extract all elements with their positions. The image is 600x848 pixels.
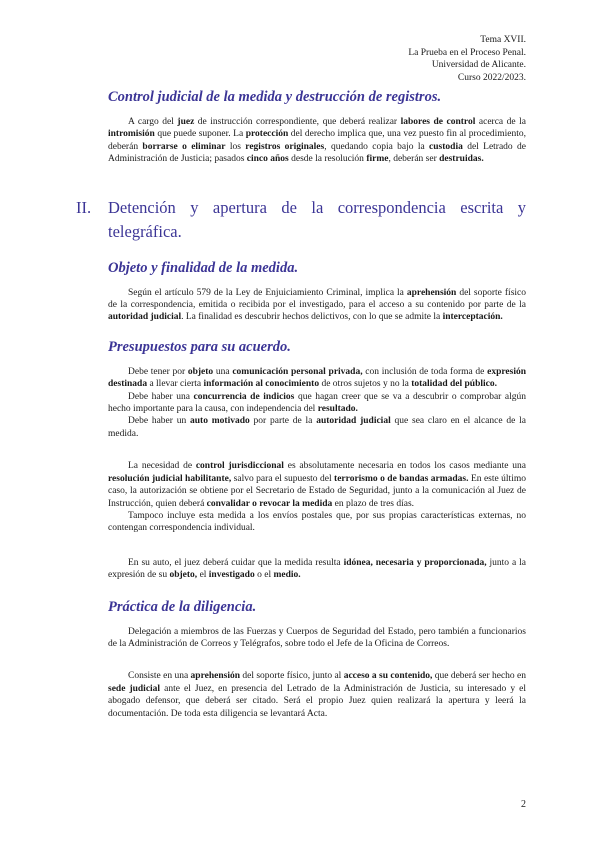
paragraph: Tampoco incluye esta medida a los envíos postales que, por sus propias características externas, no contengan correspondencia individual. xyxy=(108,510,526,534)
section-title-control-judicial: Control judicial de la medida y destrucción de registros. xyxy=(108,89,442,105)
paragraph: Debe haber un auto motivado por parte de la autoridad judicial que sea claro en el alcance de la medida. xyxy=(108,416,526,439)
paragraph: En su auto, el juez deberá cuidar que la medida resulta idónea, necesaria y proporcionada, junto a la expresión de su objeto, el investigado o el medio. xyxy=(108,557,526,581)
section-title-objeto: Objeto y finalidad de la medida. xyxy=(108,259,299,276)
section-title-presupuestos: Presupuestos para su acuerdo. xyxy=(108,338,291,355)
header-university: Universidad de Alicante. xyxy=(431,60,526,71)
paragraph: Debe tener por objeto una comunicación personal privada, con inclusión de toda forma de expresión destinada a llevar cierta información al conocimiento de otros sujetos y no la totalidad del público. xyxy=(108,366,527,390)
header-course: Curso 2022/2023. xyxy=(457,72,526,83)
chapter-heading xyxy=(76,196,526,244)
paragraph: Consiste en una aprehensión del soporte físico, junto al acceso a su contenido, que deberá ser hecho en sede judicial ante el Juez, en presencia del Letrado de la Administración de Justicia, su interesado y el abogado defensor, que deberá ser citado. Será el propio Juez quien realizará la apertura y leerá la documentación. De toda esta diligencia se levantará Acta. xyxy=(108,671,527,719)
paragraph: Según el artículo 579 de la Ley de Enjuiciamiento Criminal, implica la aprehensión del soporte físico de la correspondencia, emitida o recibida por el investigado, para el acceso a su contenido por parte de la autoridad judicial. La finalidad es descubrir hechos delictivos, con lo que se admite la interceptación. xyxy=(108,287,527,323)
header-subject: La Prueba en el Proceso Penal. xyxy=(408,47,526,58)
page-header xyxy=(408,34,526,84)
paragraph: Delegación a miembros de las Fuerzas y Cuerpos de Seguridad del Estado, pero también a funcionarios de la Administración de Correos y Telégrafos, sobre todo el Jefe de la Oficina de Correos. xyxy=(108,626,526,649)
page-number: 2 xyxy=(521,799,526,810)
paragraph: A cargo del juez de instrucción correspondiente, que deberá realizar labores de control acerca de la intromisión que puede suponer. La protección del derecho implica que, una vez puesto fin al procedimiento, deberán borrarse o eliminar los registros originales, quedando copia bajo la custodia del Letrado de Administración de Justicia; pasados cinco años desde la resolución firme, deberán ser destruidas. xyxy=(108,117,526,165)
paragraph: Debe haber una concurrencia de indicios que hagan creer que se va a descubrir o comprobar algún hecho importante para la causa, con independencia del resultado. xyxy=(108,391,526,415)
chapter-title: Detención y apertura de la correspondencia escrita y telegráfica. xyxy=(108,197,526,241)
section-title-practica: Práctica de la diligencia. xyxy=(108,598,257,615)
paragraph: La necesidad de control jurisdiccional es absolutamente necesaria en todos los casos mediante una resolución judicial habilitante, salvo para el supuesto del terrorismo o de bandas armadas. En este último caso, la autorización se obtiene por el Secretario de Estado de Seguridad, junto a la comunicación al Juez de Instrucción, quien deberá convalidar o revocar la medida en plazo de tres días. xyxy=(108,461,526,509)
header-topic: Tema XVII. xyxy=(480,35,526,45)
chapter-number: II. xyxy=(76,197,92,217)
document-body xyxy=(76,88,527,720)
